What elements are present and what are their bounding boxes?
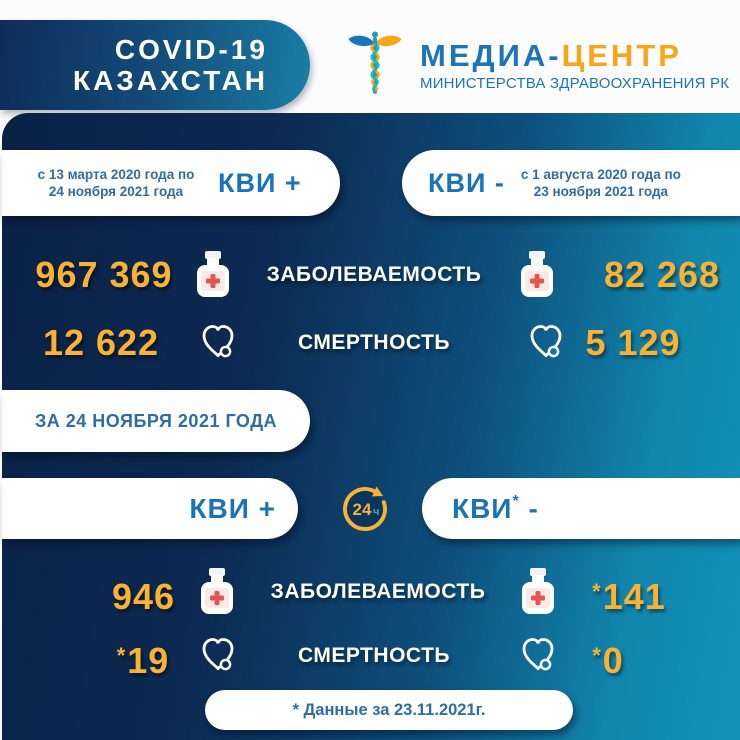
media-center-logo-text bbox=[420, 24, 729, 92]
period-pill-kvi-negative bbox=[402, 150, 740, 216]
ministry-subtitle: МИНИСТЕРСТВА ЗДРАВООХРАНЕНИЯ РК bbox=[420, 75, 730, 92]
24h-number: 24 bbox=[352, 500, 372, 519]
kvi-positive-label: КВИ + bbox=[218, 167, 302, 198]
medicine-bottle-icon bbox=[194, 250, 232, 298]
cumulative-positive-incidence-value: 967 369 bbox=[35, 254, 173, 295]
kvi-negative-label: КВИ - bbox=[428, 167, 505, 198]
period-pill-kvi-positive bbox=[2, 150, 340, 216]
asterisk-mark: * bbox=[512, 492, 520, 510]
daily-mortality-row bbox=[2, 631, 740, 681]
heart-outline-icon bbox=[198, 322, 238, 362]
daily-negative-incidence-value: *141 bbox=[592, 576, 666, 617]
title-line-country: КАЗАХСТАН bbox=[73, 65, 268, 96]
24h-arrow-icon bbox=[339, 483, 391, 535]
logo-name-yellow: ЦЕНТР bbox=[561, 38, 682, 73]
incidence-label: ЗАБОЛЕВАЕМОСТЬ bbox=[270, 580, 486, 603]
media-center-name bbox=[420, 40, 729, 72]
daily-kvi-negative-label: КВИ* - bbox=[452, 492, 539, 524]
mortality-label: СМЕРТНОСТЬ bbox=[297, 331, 450, 354]
covid-title-pill bbox=[0, 20, 310, 110]
title-line-covid: COVID-19 bbox=[114, 34, 268, 65]
medicine-bottle-icon bbox=[519, 567, 557, 615]
cumulative-positive-mortality-value: 12 622 bbox=[42, 322, 160, 363]
media-center-logo bbox=[344, 24, 729, 108]
daily-kvi-negative-pill bbox=[422, 478, 740, 539]
daily-kvi-positive-label: КВИ + bbox=[189, 492, 276, 524]
cumulative-negative-mortality-value: 5 129 bbox=[585, 322, 681, 363]
daily-kvi-positive-pill bbox=[2, 478, 298, 539]
incidence-label: ЗАБОЛЕВАЕМОСТЬ bbox=[266, 263, 482, 286]
heart-outline-icon bbox=[526, 322, 566, 362]
cumulative-negative-incidence-value: 82 268 bbox=[603, 254, 721, 295]
report-date-pill: ЗА 24 НОЯБРЯ 2021 ГОДА bbox=[2, 390, 310, 452]
mortality-label: СМЕРТНОСТЬ bbox=[297, 644, 450, 667]
medicine-bottle-icon bbox=[518, 250, 556, 298]
cumulative-incidence-row bbox=[2, 248, 740, 302]
caduceus-icon bbox=[344, 24, 406, 108]
cumulative-mortality-row bbox=[2, 318, 740, 368]
daily-positive-incidence-value: 946 bbox=[111, 576, 176, 617]
heart-outline-icon bbox=[518, 635, 558, 675]
daily-positive-mortality-value: *19 bbox=[116, 640, 170, 681]
period-negative-dates: с 1 августа 2020 года по 23 ноября 2021 года bbox=[520, 167, 681, 199]
daily-incidence-row bbox=[2, 565, 740, 619]
heart-outline-icon bbox=[198, 635, 238, 675]
24h-unit: ч bbox=[373, 506, 380, 518]
medicine-bottle-icon bbox=[198, 567, 236, 615]
logo-name-blue: МЕДИА- bbox=[420, 38, 562, 73]
footnote-pill: * Данные за 23.11.2021г. bbox=[205, 690, 573, 730]
daily-negative-mortality-value: *0 bbox=[592, 640, 624, 681]
stats-card bbox=[2, 113, 740, 740]
period-positive-dates: с 13 марта 2020 года по 24 ноября 2021 года bbox=[37, 167, 195, 199]
